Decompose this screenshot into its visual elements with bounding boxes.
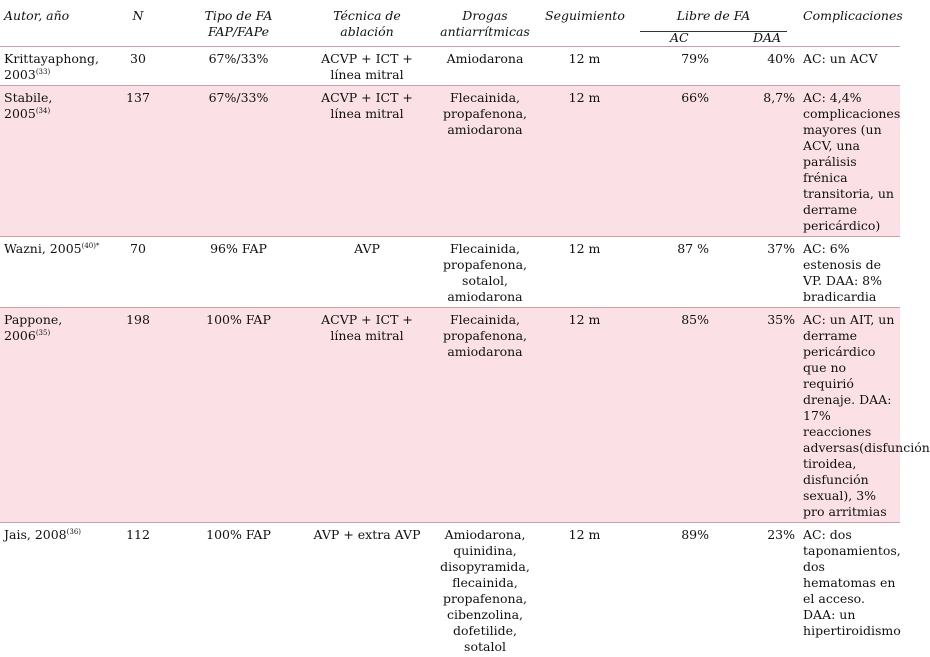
cell-n: 112 [104, 523, 172, 657]
cell-tecnica: ACVP + ICT + línea mitral [305, 308, 429, 523]
cell-ac: 79% [628, 47, 713, 86]
header-libre-wrap [632, 8, 795, 24]
ref-sup: (34) [36, 107, 50, 115]
cell-seguimiento: 12 m [541, 47, 628, 86]
cell-daa: 23% [713, 523, 799, 657]
header-drogas-line2: antiarrítmicas [433, 24, 537, 40]
header-tecnica: Técnica de ablación [305, 0, 429, 47]
ref-sup: (33) [36, 68, 50, 76]
cell-drogas: Flecainida, propafenona, sotalol, amiodarona [429, 237, 541, 308]
cell-daa: 37% [713, 237, 799, 308]
cell-drogas: Flecainida, propafenona, amiodarona [429, 86, 541, 237]
autor-text: Wazni, 2005 [4, 241, 82, 256]
header-libre-sub [632, 24, 795, 46]
autor-text: Pappone, 2006 [4, 312, 62, 343]
header-seguimiento: Seguimiento [541, 0, 628, 47]
cell-daa: 40% [713, 47, 799, 86]
cell-autor [0, 237, 104, 308]
cell-seguimiento: 12 m [541, 86, 628, 237]
cell-tipo: 100% FAP [172, 523, 305, 657]
cell-tecnica: ACVP + ICT + línea mitral [305, 86, 429, 237]
cell-autor [0, 86, 104, 237]
cell-tipo: 100% FAP [172, 308, 305, 523]
cell-tipo: 96% FAP [172, 237, 305, 308]
cell-seguimiento: 12 m [541, 523, 628, 657]
cell-seguimiento: 12 m [541, 237, 628, 308]
table-header [0, 0, 900, 47]
cell-autor [0, 523, 104, 657]
cell-drogas: Amiodarona [429, 47, 541, 86]
header-libre [628, 0, 799, 47]
cell-complicaciones: AC: un AIT, un derrame pericárdico que no requirió drenaje. DAA: 17% reacciones adversas(disfunción tiroidea, disfunción sexual), 3% pro arritmias [799, 308, 900, 523]
table-row [0, 523, 900, 657]
table-row [0, 47, 900, 86]
header-tipo [172, 0, 305, 47]
cell-drogas: Flecainida, propafenona, amiodarona [429, 308, 541, 523]
cell-complicaciones: AC: 6% estenosis de VP. DAA: 8% bradicardia [799, 237, 900, 308]
cell-complicaciones: AC: dos taponamientos, dos hematomas en el acceso. DAA: un hipertiroidismo [799, 523, 900, 657]
header-tipo-line1: Tipo de FA [176, 8, 301, 24]
header-complicaciones: Complicaciones [799, 0, 900, 47]
cell-complicaciones: AC: un ACV [799, 47, 900, 86]
cell-tipo: 67%/33% [172, 47, 305, 86]
cell-drogas: Amiodarona, quinidina, disopyramida, flecainida, propafenona, cibenzolina, dofetilide, sotalol [429, 523, 541, 657]
autor-text: Stabile, 2005 [4, 90, 52, 121]
header-tipo-line2: FAP/FAPe [176, 24, 301, 40]
header-daa: DAA [753, 30, 781, 46]
header-libre-underline [640, 31, 787, 32]
cell-n: 198 [104, 308, 172, 523]
cell-ac: 66% [628, 86, 713, 237]
cell-tipo: 67%/33% [172, 86, 305, 237]
cell-daa: 35% [713, 308, 799, 523]
cell-tecnica: AVP + extra AVP [305, 523, 429, 657]
header-drogas [429, 0, 541, 47]
autor-text: Krittayaphong, 2003 [4, 51, 99, 82]
cell-ac: 85% [628, 308, 713, 523]
cell-complicaciones: AC: 4,4% complicaciones mayores (un ACV, una parálisis frénica transitoria, un derrame pericárdico) [799, 86, 900, 237]
cell-autor [0, 308, 104, 523]
cell-tecnica: AVP [305, 237, 429, 308]
cell-autor [0, 47, 104, 86]
cell-n: 30 [104, 47, 172, 86]
header-libre-label: Libre de FA [677, 8, 751, 23]
cell-n: 137 [104, 86, 172, 237]
table-row [0, 86, 900, 237]
table-row [0, 237, 900, 308]
ref-sup: (36) [67, 528, 81, 536]
ref-sup: (40)* [82, 242, 100, 250]
cell-n: 70 [104, 237, 172, 308]
cell-seguimiento: 12 m [541, 308, 628, 523]
autor-text: Jais, 2008 [4, 527, 67, 542]
cell-ac: 87 % [628, 237, 713, 308]
ref-sup: (35) [36, 329, 50, 337]
cell-tecnica: ACVP + ICT + línea mitral [305, 47, 429, 86]
header-drogas-line1: Drogas [433, 8, 537, 24]
header-ac: AC [670, 30, 689, 46]
cell-ac: 89% [628, 523, 713, 657]
cell-daa: 8,7% [713, 86, 799, 237]
header-n: N [104, 0, 172, 47]
header-autor: Autor, año [0, 0, 104, 47]
table-row [0, 308, 900, 523]
